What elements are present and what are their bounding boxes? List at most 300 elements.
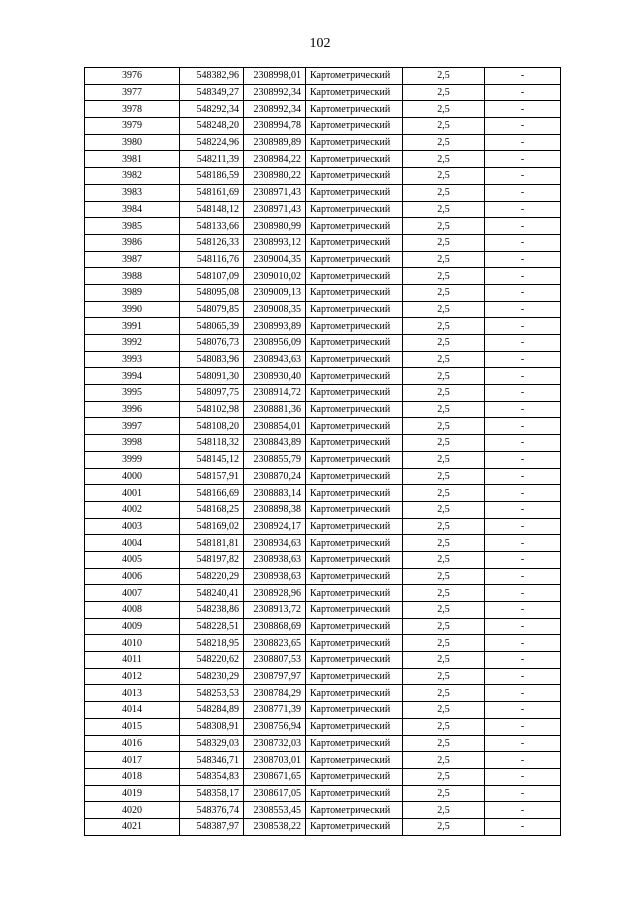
y-coordinate-cell: 548166,69 <box>180 485 244 502</box>
accuracy-cell: 2,5 <box>403 168 485 185</box>
method-cell: Картометрический <box>306 134 403 151</box>
y-coordinate-cell: 548218,95 <box>180 635 244 652</box>
table-row <box>85 818 561 835</box>
x-coordinate-cell: 2308993,12 <box>244 234 306 251</box>
point-number-cell: 3987 <box>85 251 180 268</box>
table-row <box>85 702 561 719</box>
accuracy-cell: 2,5 <box>403 234 485 251</box>
accuracy-cell: 2,5 <box>403 284 485 301</box>
method-cell: Картометрический <box>306 685 403 702</box>
method-cell: Картометрический <box>306 401 403 418</box>
note-cell: - <box>485 652 561 669</box>
point-number-cell: 4012 <box>85 668 180 685</box>
method-cell: Картометрический <box>306 218 403 235</box>
note-cell: - <box>485 234 561 251</box>
table-row <box>85 318 561 335</box>
table-row <box>85 168 561 185</box>
x-coordinate-cell: 2308914,72 <box>244 385 306 402</box>
note-cell: - <box>485 101 561 118</box>
point-number-cell: 3989 <box>85 284 180 301</box>
note-cell: - <box>485 84 561 101</box>
note-cell: - <box>485 585 561 602</box>
table-row <box>85 134 561 151</box>
accuracy-cell: 2,5 <box>403 201 485 218</box>
table-row <box>85 451 561 468</box>
y-coordinate-cell: 548238,86 <box>180 602 244 619</box>
note-cell: - <box>485 551 561 568</box>
method-cell: Картометрический <box>306 568 403 585</box>
method-cell: Картометрический <box>306 551 403 568</box>
y-coordinate-cell: 548197,82 <box>180 551 244 568</box>
accuracy-cell: 2,5 <box>403 535 485 552</box>
point-number-cell: 4013 <box>85 685 180 702</box>
accuracy-cell: 2,5 <box>403 451 485 468</box>
y-coordinate-cell: 548116,76 <box>180 251 244 268</box>
x-coordinate-cell: 2308617,05 <box>244 785 306 802</box>
table-row <box>85 485 561 502</box>
table-row <box>85 785 561 802</box>
x-coordinate-cell: 2308992,34 <box>244 101 306 118</box>
note-cell: - <box>485 301 561 318</box>
page-number: 102 <box>309 36 331 51</box>
point-number-cell: 4009 <box>85 618 180 635</box>
x-coordinate-cell: 2308870,24 <box>244 468 306 485</box>
note-cell: - <box>485 468 561 485</box>
y-coordinate-cell: 548253,53 <box>180 685 244 702</box>
x-coordinate-cell: 2308538,22 <box>244 818 306 835</box>
method-cell: Картометрический <box>306 818 403 835</box>
note-cell: - <box>485 351 561 368</box>
y-coordinate-cell: 548097,75 <box>180 385 244 402</box>
y-coordinate-cell: 548346,71 <box>180 752 244 769</box>
table-row <box>85 468 561 485</box>
y-coordinate-cell: 548083,96 <box>180 351 244 368</box>
accuracy-cell: 2,5 <box>403 84 485 101</box>
table-row <box>85 602 561 619</box>
table-row <box>85 401 561 418</box>
table-row <box>85 118 561 135</box>
table-row <box>85 301 561 318</box>
accuracy-cell: 2,5 <box>403 802 485 819</box>
accuracy-cell: 2,5 <box>403 735 485 752</box>
note-cell: - <box>485 385 561 402</box>
accuracy-cell: 2,5 <box>403 435 485 452</box>
accuracy-cell: 2,5 <box>403 668 485 685</box>
x-coordinate-cell: 2309008,35 <box>244 301 306 318</box>
note-cell: - <box>485 284 561 301</box>
accuracy-cell: 2,5 <box>403 368 485 385</box>
note-cell: - <box>485 68 561 85</box>
note-cell: - <box>485 818 561 835</box>
y-coordinate-cell: 548079,85 <box>180 301 244 318</box>
method-cell: Картометрический <box>306 335 403 352</box>
accuracy-cell: 2,5 <box>403 101 485 118</box>
table-row <box>85 335 561 352</box>
point-number-cell: 3993 <box>85 351 180 368</box>
point-number-cell: 4016 <box>85 735 180 752</box>
y-coordinate-cell: 548211,39 <box>180 151 244 168</box>
x-coordinate-cell: 2308938,63 <box>244 551 306 568</box>
x-coordinate-cell: 2308956,09 <box>244 335 306 352</box>
x-coordinate-cell: 2308797,97 <box>244 668 306 685</box>
method-cell: Картометрический <box>306 368 403 385</box>
point-number-cell: 4004 <box>85 535 180 552</box>
point-number-cell: 3990 <box>85 301 180 318</box>
accuracy-cell: 2,5 <box>403 401 485 418</box>
accuracy-cell: 2,5 <box>403 518 485 535</box>
y-coordinate-cell: 548329,03 <box>180 735 244 752</box>
table-row <box>85 101 561 118</box>
y-coordinate-cell: 548126,33 <box>180 234 244 251</box>
y-coordinate-cell: 548228,51 <box>180 618 244 635</box>
y-coordinate-cell: 548161,69 <box>180 184 244 201</box>
y-coordinate-cell: 548349,27 <box>180 84 244 101</box>
y-coordinate-cell: 548387,97 <box>180 818 244 835</box>
method-cell: Картометрический <box>306 768 403 785</box>
note-cell: - <box>485 535 561 552</box>
y-coordinate-cell: 548376,74 <box>180 802 244 819</box>
point-number-cell: 3977 <box>85 84 180 101</box>
x-coordinate-cell: 2308881,36 <box>244 401 306 418</box>
x-coordinate-cell: 2308989,89 <box>244 134 306 151</box>
y-coordinate-cell: 548382,96 <box>180 68 244 85</box>
method-cell: Картометрический <box>306 351 403 368</box>
table-row <box>85 802 561 819</box>
note-cell: - <box>485 151 561 168</box>
point-number-cell: 3997 <box>85 418 180 435</box>
x-coordinate-cell: 2308913,72 <box>244 602 306 619</box>
note-cell: - <box>485 418 561 435</box>
method-cell: Картометрический <box>306 101 403 118</box>
point-number-cell: 3992 <box>85 335 180 352</box>
note-cell: - <box>485 518 561 535</box>
accuracy-cell: 2,5 <box>403 68 485 85</box>
point-number-cell: 4003 <box>85 518 180 535</box>
note-cell: - <box>485 602 561 619</box>
point-number-cell: 4005 <box>85 551 180 568</box>
accuracy-cell: 2,5 <box>403 635 485 652</box>
note-cell: - <box>485 251 561 268</box>
method-cell: Картометрический <box>306 501 403 518</box>
point-number-cell: 4008 <box>85 602 180 619</box>
method-cell: Картометрический <box>306 485 403 502</box>
accuracy-cell: 2,5 <box>403 568 485 585</box>
method-cell: Картометрический <box>306 785 403 802</box>
y-coordinate-cell: 548133,66 <box>180 218 244 235</box>
y-coordinate-cell: 548169,02 <box>180 518 244 535</box>
note-cell: - <box>485 318 561 335</box>
method-cell: Картометрический <box>306 602 403 619</box>
point-number-cell: 3978 <box>85 101 180 118</box>
accuracy-cell: 2,5 <box>403 768 485 785</box>
table-row <box>85 435 561 452</box>
x-coordinate-cell: 2308930,40 <box>244 368 306 385</box>
x-coordinate-cell: 2308924,17 <box>244 518 306 535</box>
table-row <box>85 268 561 285</box>
accuracy-cell: 2,5 <box>403 184 485 201</box>
accuracy-cell: 2,5 <box>403 351 485 368</box>
x-coordinate-cell: 2308898,38 <box>244 501 306 518</box>
note-cell: - <box>485 501 561 518</box>
method-cell: Картометрический <box>306 718 403 735</box>
accuracy-cell: 2,5 <box>403 418 485 435</box>
point-number-cell: 3983 <box>85 184 180 201</box>
method-cell: Картометрический <box>306 385 403 402</box>
y-coordinate-cell: 548118,32 <box>180 435 244 452</box>
note-cell: - <box>485 718 561 735</box>
note-cell: - <box>485 635 561 652</box>
note-cell: - <box>485 785 561 802</box>
x-coordinate-cell: 2308994,78 <box>244 118 306 135</box>
note-cell: - <box>485 618 561 635</box>
y-coordinate-cell: 548354,83 <box>180 768 244 785</box>
accuracy-cell: 2,5 <box>403 134 485 151</box>
x-coordinate-cell: 2308971,43 <box>244 184 306 201</box>
x-coordinate-cell: 2308854,01 <box>244 418 306 435</box>
method-cell: Картометрический <box>306 802 403 819</box>
x-coordinate-cell: 2308980,99 <box>244 218 306 235</box>
accuracy-cell: 2,5 <box>403 318 485 335</box>
y-coordinate-cell: 548157,91 <box>180 468 244 485</box>
note-cell: - <box>485 401 561 418</box>
point-number-cell: 3996 <box>85 401 180 418</box>
y-coordinate-cell: 548102,98 <box>180 401 244 418</box>
x-coordinate-cell: 2308980,22 <box>244 168 306 185</box>
point-number-cell: 4000 <box>85 468 180 485</box>
coordinates-table <box>84 67 561 836</box>
x-coordinate-cell: 2308883,14 <box>244 485 306 502</box>
method-cell: Картометрический <box>306 68 403 85</box>
x-coordinate-cell: 2308732,03 <box>244 735 306 752</box>
table-row <box>85 635 561 652</box>
table-row <box>85 84 561 101</box>
method-cell: Картометрический <box>306 618 403 635</box>
method-cell: Картометрический <box>306 268 403 285</box>
point-number-cell: 4020 <box>85 802 180 819</box>
accuracy-cell: 2,5 <box>403 718 485 735</box>
x-coordinate-cell: 2308938,63 <box>244 568 306 585</box>
note-cell: - <box>485 802 561 819</box>
note-cell: - <box>485 735 561 752</box>
point-number-cell: 4015 <box>85 718 180 735</box>
y-coordinate-cell: 548107,09 <box>180 268 244 285</box>
point-number-cell: 4001 <box>85 485 180 502</box>
x-coordinate-cell: 2308843,89 <box>244 435 306 452</box>
point-number-cell: 3986 <box>85 234 180 251</box>
note-cell: - <box>485 268 561 285</box>
point-number-cell: 4011 <box>85 652 180 669</box>
accuracy-cell: 2,5 <box>403 335 485 352</box>
y-coordinate-cell: 548240,41 <box>180 585 244 602</box>
point-number-cell: 4017 <box>85 752 180 769</box>
accuracy-cell: 2,5 <box>403 618 485 635</box>
table-row <box>85 585 561 602</box>
accuracy-cell: 2,5 <box>403 118 485 135</box>
coordinates-table-body <box>85 68 561 836</box>
accuracy-cell: 2,5 <box>403 468 485 485</box>
x-coordinate-cell: 2308553,45 <box>244 802 306 819</box>
point-number-cell: 3985 <box>85 218 180 235</box>
x-coordinate-cell: 2308928,96 <box>244 585 306 602</box>
accuracy-cell: 2,5 <box>403 652 485 669</box>
x-coordinate-cell: 2308868,69 <box>244 618 306 635</box>
note-cell: - <box>485 118 561 135</box>
method-cell: Картометрический <box>306 118 403 135</box>
y-coordinate-cell: 548248,20 <box>180 118 244 135</box>
x-coordinate-cell: 2308943,63 <box>244 351 306 368</box>
note-cell: - <box>485 752 561 769</box>
y-coordinate-cell: 548108,20 <box>180 418 244 435</box>
table-row <box>85 251 561 268</box>
method-cell: Картометрический <box>306 735 403 752</box>
table-row <box>85 151 561 168</box>
point-number-cell: 3979 <box>85 118 180 135</box>
method-cell: Картометрический <box>306 234 403 251</box>
y-coordinate-cell: 548076,73 <box>180 335 244 352</box>
accuracy-cell: 2,5 <box>403 385 485 402</box>
table-row <box>85 752 561 769</box>
y-coordinate-cell: 548220,29 <box>180 568 244 585</box>
y-coordinate-cell: 548065,39 <box>180 318 244 335</box>
table-row <box>85 535 561 552</box>
accuracy-cell: 2,5 <box>403 785 485 802</box>
table-row <box>85 234 561 251</box>
x-coordinate-cell: 2309009,13 <box>244 284 306 301</box>
note-cell: - <box>485 218 561 235</box>
accuracy-cell: 2,5 <box>403 685 485 702</box>
method-cell: Картометрический <box>306 84 403 101</box>
accuracy-cell: 2,5 <box>403 218 485 235</box>
table-row <box>85 551 561 568</box>
y-coordinate-cell: 548284,89 <box>180 702 244 719</box>
table-row <box>85 618 561 635</box>
method-cell: Картометрический <box>306 184 403 201</box>
point-number-cell: 4019 <box>85 785 180 802</box>
accuracy-cell: 2,5 <box>403 151 485 168</box>
method-cell: Картометрический <box>306 702 403 719</box>
accuracy-cell: 2,5 <box>403 485 485 502</box>
method-cell: Картометрический <box>306 284 403 301</box>
note-cell: - <box>485 451 561 468</box>
y-coordinate-cell: 548358,17 <box>180 785 244 802</box>
method-cell: Картометрический <box>306 468 403 485</box>
x-coordinate-cell: 2308756,94 <box>244 718 306 735</box>
point-number-cell: 4021 <box>85 818 180 835</box>
point-number-cell: 3980 <box>85 134 180 151</box>
accuracy-cell: 2,5 <box>403 251 485 268</box>
method-cell: Картометрический <box>306 635 403 652</box>
method-cell: Картометрический <box>306 201 403 218</box>
point-number-cell: 3998 <box>85 435 180 452</box>
accuracy-cell: 2,5 <box>403 551 485 568</box>
table-row <box>85 568 561 585</box>
table-row <box>85 184 561 201</box>
table-row <box>85 668 561 685</box>
point-number-cell: 4010 <box>85 635 180 652</box>
table-row <box>85 501 561 518</box>
method-cell: Картометрический <box>306 668 403 685</box>
y-coordinate-cell: 548224,96 <box>180 134 244 151</box>
x-coordinate-cell: 2308823,65 <box>244 635 306 652</box>
point-number-cell: 3995 <box>85 385 180 402</box>
note-cell: - <box>485 485 561 502</box>
method-cell: Картометрический <box>306 318 403 335</box>
x-coordinate-cell: 2308855,79 <box>244 451 306 468</box>
table-row <box>85 351 561 368</box>
method-cell: Картометрический <box>306 518 403 535</box>
accuracy-cell: 2,5 <box>403 501 485 518</box>
x-coordinate-cell: 2308984,22 <box>244 151 306 168</box>
method-cell: Картометрический <box>306 451 403 468</box>
note-cell: - <box>485 702 561 719</box>
note-cell: - <box>485 134 561 151</box>
accuracy-cell: 2,5 <box>403 585 485 602</box>
method-cell: Картометрический <box>306 301 403 318</box>
note-cell: - <box>485 201 561 218</box>
point-number-cell: 3982 <box>85 168 180 185</box>
method-cell: Картометрический <box>306 652 403 669</box>
accuracy-cell: 2,5 <box>403 602 485 619</box>
note-cell: - <box>485 168 561 185</box>
point-number-cell: 4006 <box>85 568 180 585</box>
table-row <box>85 768 561 785</box>
x-coordinate-cell: 2308807,53 <box>244 652 306 669</box>
method-cell: Картометрический <box>306 535 403 552</box>
point-number-cell: 4007 <box>85 585 180 602</box>
x-coordinate-cell: 2308992,34 <box>244 84 306 101</box>
y-coordinate-cell: 548308,91 <box>180 718 244 735</box>
method-cell: Картометрический <box>306 168 403 185</box>
accuracy-cell: 2,5 <box>403 268 485 285</box>
x-coordinate-cell: 2308971,43 <box>244 201 306 218</box>
table-row <box>85 418 561 435</box>
note-cell: - <box>485 568 561 585</box>
table-row <box>85 284 561 301</box>
table-row <box>85 518 561 535</box>
table-row <box>85 218 561 235</box>
accuracy-cell: 2,5 <box>403 301 485 318</box>
point-number-cell: 3984 <box>85 201 180 218</box>
x-coordinate-cell: 2308703,01 <box>244 752 306 769</box>
table-row <box>85 718 561 735</box>
y-coordinate-cell: 548145,12 <box>180 451 244 468</box>
table-row <box>85 368 561 385</box>
accuracy-cell: 2,5 <box>403 702 485 719</box>
y-coordinate-cell: 548091,30 <box>180 368 244 385</box>
y-coordinate-cell: 548220,62 <box>180 652 244 669</box>
x-coordinate-cell: 2309010,02 <box>244 268 306 285</box>
x-coordinate-cell: 2308771,39 <box>244 702 306 719</box>
note-cell: - <box>485 435 561 452</box>
accuracy-cell: 2,5 <box>403 818 485 835</box>
y-coordinate-cell: 548292,34 <box>180 101 244 118</box>
table-row <box>85 685 561 702</box>
y-coordinate-cell: 548095,08 <box>180 284 244 301</box>
table-row <box>85 201 561 218</box>
accuracy-cell: 2,5 <box>403 752 485 769</box>
method-cell: Картометрический <box>306 151 403 168</box>
method-cell: Картометрический <box>306 435 403 452</box>
note-cell: - <box>485 368 561 385</box>
y-coordinate-cell: 548148,12 <box>180 201 244 218</box>
x-coordinate-cell: 2308934,63 <box>244 535 306 552</box>
note-cell: - <box>485 768 561 785</box>
point-number-cell: 3994 <box>85 368 180 385</box>
note-cell: - <box>485 335 561 352</box>
point-number-cell: 3988 <box>85 268 180 285</box>
y-coordinate-cell: 548181,81 <box>180 535 244 552</box>
table-row <box>85 68 561 85</box>
